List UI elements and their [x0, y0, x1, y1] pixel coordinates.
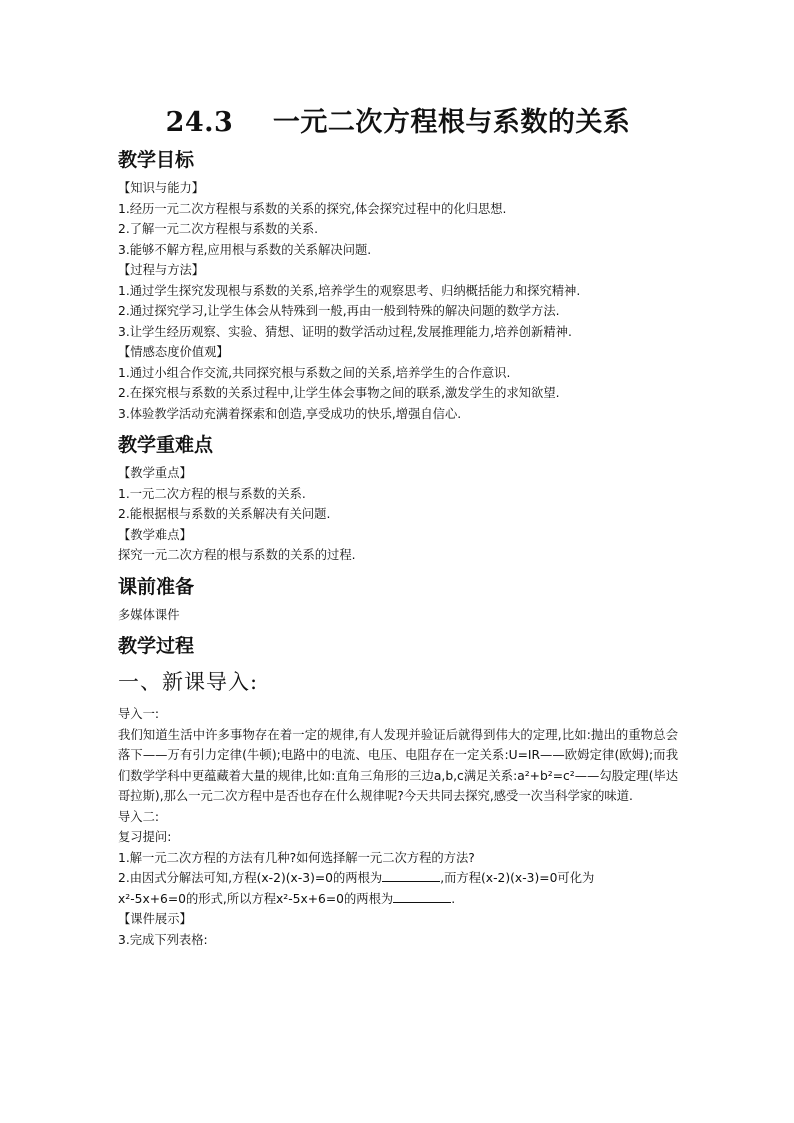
page-title: 24.3 一元二次方程根与系数的关系 — [165, 107, 631, 138]
section-heading-process: 教学过程 — [118, 635, 195, 657]
question-2 — [118, 868, 678, 909]
list-item: 2.了解一元二次方程根与系数的关系. — [118, 222, 319, 236]
list-item: 3.体验教学活动充满着探索和创造,享受成功的快乐,增强自信心. — [118, 406, 462, 421]
question-1: 1.解一元二次方程的方法有几种?如何选择解一元二次方程的方法? — [118, 850, 475, 865]
list-item: 1.通过小组合作交流,共同探究根与系数之间的关系,培养学生的合作意识. — [118, 365, 511, 380]
section-heading-prep: 课前准备 — [118, 575, 195, 598]
list-item: 3.让学生经历观察、实验、猜想、证明的数学活动过程,发展推理能力,培养创新精神. — [118, 324, 572, 339]
subsection-label-difficulty: 【教学难点】 — [118, 527, 192, 542]
answer-blank — [393, 890, 451, 903]
section-heading-key-points: 教学重难点 — [118, 434, 214, 456]
subsection-label-process: 【过程与方法】 — [118, 263, 205, 277]
part1-heading: 一、新课导入: — [118, 670, 259, 694]
list-item: 1.一元二次方程的根与系数的关系. — [118, 486, 306, 501]
intro1-paragraph: 我们知道生活中许多事物存在着一定的规律,有人发现并验证后就得到伟大的定理,比如:抛出的重物总会落下——万有引力定律(牛顿);电路中的电流、电压、电阻存在一定关系:U=IR——欧姆定律(欧姆);而我们数学学科中更蕴藏着大量的规律,比如:直角三角形的三边a,b,c满足关系:a²+b²=c²——勾股定理(毕达哥拉斯),那么一元二次方程中是否也存在什么规律呢?今天共同去探究,感受一次当科学家的味道. — [118, 727, 678, 803]
difficulty-text: 探究一元二次方程的根与系数的关系的过程. — [118, 548, 356, 562]
question-2-part4: . — [451, 891, 456, 906]
intro2-label: 导入二: — [118, 809, 160, 824]
question-2-part2: ,而方程(x-2)(x-3)=0可化为 — [440, 871, 595, 885]
list-item: 2.通过探究学习,让学生体会从特殊到一般,再由一般到特殊的解决问题的数学方法. — [118, 304, 560, 318]
list-item: 3.能够不解方程,应用根与系数的关系解决问题. — [118, 242, 372, 257]
list-item: 2.能根据根与系数的关系解决有关问题. — [118, 507, 331, 521]
list-item: 1.通过学生探究发现根与系数的关系,培养学生的观察思考、归纳概括能力和探究精神. — [118, 283, 581, 298]
document-page — [118, 100, 678, 950]
answer-blank — [382, 869, 440, 882]
question-2-part1: 2.由因式分解法可知,方程(x-2)(x-3)=0的两根为 — [118, 871, 383, 885]
subsection-label-knowledge: 【知识与能力】 — [118, 181, 205, 195]
section-heading-goals: 教学目标 — [118, 149, 195, 171]
list-item: 1.经历一元二次方程根与系数的关系的探究,体会探究过程中的化归思想. — [118, 201, 507, 216]
list-item: 2.在探究根与系数的关系过程中,让学生体会事物之间的联系,激发学生的求知欲望. — [118, 386, 560, 400]
question-2-part3: x²-5x+6=0的形式,所以方程x²-5x+6=0的两根为 — [118, 891, 394, 906]
question-3: 3.完成下列表格: — [118, 932, 208, 947]
subsection-label-focus: 【教学重点】 — [118, 466, 192, 480]
courseware-label: 【课件展示】 — [118, 912, 192, 926]
subsection-label-attitude: 【情感态度价值观】 — [118, 345, 229, 359]
intro1-label: 导入一: — [118, 707, 160, 721]
review-label: 复习提问: — [118, 830, 172, 844]
prep-text: 多媒体课件 — [118, 607, 180, 622]
